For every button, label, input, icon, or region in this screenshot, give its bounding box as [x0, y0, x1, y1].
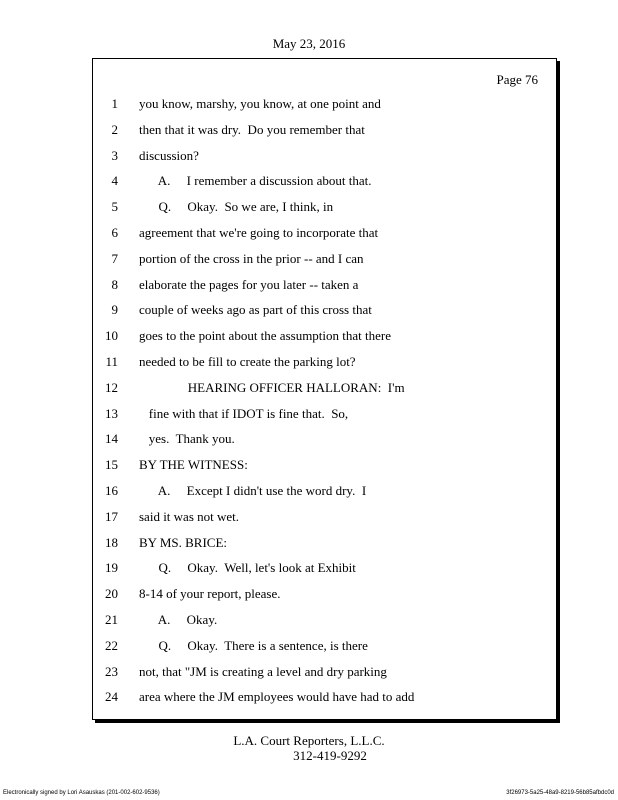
line-text: needed to be fill to create the parking lot?	[139, 353, 356, 369]
line-text: then that it was dry. Do you remember that	[139, 121, 365, 137]
transcript-line	[93, 504, 556, 530]
transcript-line	[93, 684, 556, 710]
line-number: 7	[111, 250, 118, 266]
line-text: Q. Okay. There is a sentence, is there	[139, 637, 368, 653]
court-reporter-footer	[0, 733, 618, 763]
reporter-company: L.A. Court Reporters, L.L.C.	[233, 733, 385, 748]
line-number: 17	[105, 508, 118, 524]
line-number: 15	[105, 457, 118, 473]
line-number: 2	[111, 121, 118, 137]
line-text: HEARING OFFICER HALLORAN: I'm	[139, 379, 405, 395]
line-number: 23	[105, 663, 118, 679]
transcript-line	[93, 375, 556, 401]
transcript-line	[93, 401, 556, 427]
line-number: 5	[111, 199, 118, 215]
line-text: said it was not wet.	[139, 508, 240, 524]
transcript-line	[93, 555, 556, 581]
document-id: 3f26973-5a25-48a9-8219-56b85afbdc0d	[506, 790, 614, 796]
line-number: 3	[111, 147, 118, 163]
transcript-line	[93, 246, 556, 272]
transcript-line	[93, 297, 556, 323]
line-number: 21	[105, 611, 118, 627]
transcript-line	[93, 659, 556, 685]
line-number: 16	[105, 482, 118, 498]
line-number: 6	[111, 224, 118, 240]
line-number: 1	[111, 96, 118, 111]
line-text: fine with that if IDOT is fine that. So,	[139, 405, 349, 421]
line-number: 22	[105, 637, 118, 653]
line-number: 11	[105, 353, 118, 369]
line-text: not, that "JM is creating a level and dry parking	[139, 663, 387, 679]
line-number: 4	[111, 173, 118, 189]
line-number: 12	[105, 379, 118, 395]
line-text: BY THE WITNESS:	[139, 457, 248, 473]
transcript-line	[93, 272, 556, 298]
transcript-line	[93, 633, 556, 659]
transcript-line	[93, 117, 556, 143]
page-number: Page 76	[496, 72, 538, 87]
line-number: 9	[111, 302, 118, 318]
reporter-phone: 312-419-9292	[293, 748, 367, 763]
line-text: 8-14 of your report, please.	[139, 586, 281, 602]
transcript-line	[93, 220, 556, 246]
line-text: discussion?	[139, 147, 199, 163]
line-number: 13	[105, 405, 118, 421]
transcript-line	[93, 426, 556, 452]
line-text: you know, marshy, you know, at one point and	[139, 96, 381, 111]
line-number: 8	[111, 276, 118, 292]
transcript-page	[92, 58, 557, 720]
line-text: A. I remember a discussion about that.	[139, 173, 372, 189]
line-text: BY MS. BRICE:	[139, 534, 228, 550]
line-text: portion of the cross in the prior -- and I can	[139, 250, 364, 266]
transcript-line	[93, 168, 556, 194]
transcript-date: May 23, 2016	[272, 36, 346, 51]
line-text: goes to the point about the assumption that there	[139, 328, 392, 344]
transcript-line	[93, 143, 556, 169]
line-number: 19	[105, 560, 118, 576]
electronic-signature: Electronically signed by Lori Asauskas (201-002-602-9536)	[3, 790, 160, 796]
line-text: elaborate the pages for you later -- taken a	[139, 276, 359, 292]
line-text: Q. Okay. So we are, I think, in	[139, 199, 334, 215]
transcript-line	[93, 323, 556, 349]
transcript-line	[93, 607, 556, 633]
line-number: 20	[105, 586, 118, 602]
transcript-lines	[93, 91, 556, 710]
line-number: 24	[105, 689, 118, 705]
transcript-line	[93, 581, 556, 607]
line-text: couple of weeks ago as part of this cross that	[139, 302, 372, 318]
transcript-line	[93, 478, 556, 504]
line-number: 18	[105, 534, 118, 550]
line-text: Q. Okay. Well, let's look at Exhibit	[139, 560, 356, 576]
transcript-line	[93, 91, 556, 117]
line-number: 14	[105, 431, 118, 447]
line-text: agreement that we're going to incorporate that	[139, 224, 379, 240]
line-text: A. Okay.	[139, 611, 218, 627]
transcript-line	[93, 452, 556, 478]
transcript-line	[93, 194, 556, 220]
line-text: yes. Thank you.	[139, 431, 235, 447]
line-text: A. Except I didn't use the word dry. I	[139, 482, 367, 498]
transcript-line	[93, 530, 556, 556]
line-number: 10	[105, 328, 118, 344]
line-text: area where the JM employees would have had to add	[139, 689, 415, 705]
transcript-line	[93, 349, 556, 375]
